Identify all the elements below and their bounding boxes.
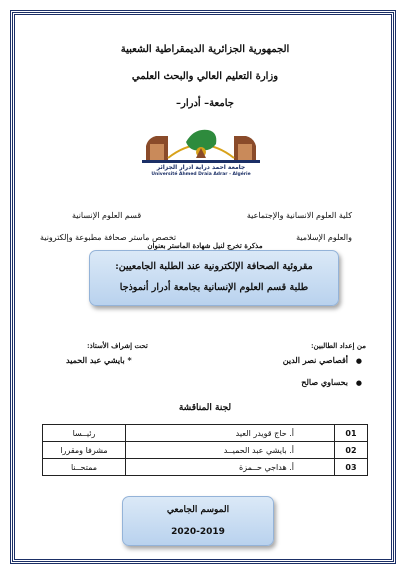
specialty-name: تخصص ماستر صحافة مطبوعة وإلكترونية — [40, 233, 177, 242]
thesis-title-line2: طلبة قسم العلوم الإنسانية بجامعة أدرار أنموذجا — [119, 282, 309, 293]
member-role: رئيــسا — [43, 425, 126, 442]
university-logo — [138, 122, 264, 182]
academic-year-label: الموسم الجامعي — [166, 505, 230, 515]
student-name-2: بحساوي صالح — [301, 377, 348, 387]
ministry-heading: وزارة التعليم العالي والبحث العلمي — [131, 71, 279, 82]
member-name: أ. بايشي عبد الحميــد — [126, 442, 335, 459]
academic-year-box — [122, 496, 274, 546]
memo-label: مذكرة تخرج لنيل شهادة الماستر بعنوان — [147, 241, 263, 250]
table-row — [43, 425, 368, 442]
logo-emblem — [138, 122, 264, 166]
member-number: 03 — [335, 459, 368, 476]
member-number: 01 — [335, 425, 368, 442]
member-role: ممتحــنا — [43, 459, 126, 476]
supervisor-label: تحت إشراف الأستاذ: — [87, 341, 148, 350]
logo-latin-text: Université Ahmed Draia Adrar - Algérie — [151, 172, 251, 177]
department-name: قسم العلوم الإنسانية — [72, 211, 142, 220]
member-role: مشرفا ومقررا — [43, 442, 126, 459]
committee-table — [42, 424, 368, 476]
students-label: من إعداد الطالبين: — [310, 341, 366, 350]
faculty-name-cont: والعلوم الإسلامية — [296, 233, 352, 242]
member-name: أ. حاج قويدر العيد — [126, 425, 335, 442]
university-heading: جامعة– أدرار– — [176, 98, 234, 109]
student-name-1: أقصاصي نصر الدين — [282, 355, 348, 365]
table-row — [43, 459, 368, 476]
supervisor-name: * بايشي عبد الحميد — [66, 355, 132, 365]
committee-title: لجنة المناقشة — [178, 403, 232, 413]
logo-arabic-text: جامعة احمد دراية ادرار الجزائر — [156, 164, 246, 171]
thesis-title-box — [89, 250, 339, 306]
faculty-name: كلية العلوم الانسانية والإجتماعية — [246, 211, 352, 220]
member-number: 02 — [335, 442, 368, 459]
academic-year-value: 2020-2019 — [171, 527, 225, 537]
thesis-title-line1: مقروئية الصحافة الإلكترونية عند الطلبة الجامعيين: — [115, 261, 313, 272]
bullet-icon: ● — [355, 357, 362, 365]
table-row — [43, 442, 368, 459]
bullet-icon: ● — [355, 379, 362, 387]
republic-heading: الجمهورية الجزائرية الديمقراطية الشعبية — [120, 44, 290, 55]
member-name: أ. هداجي حــمزة — [126, 459, 335, 476]
